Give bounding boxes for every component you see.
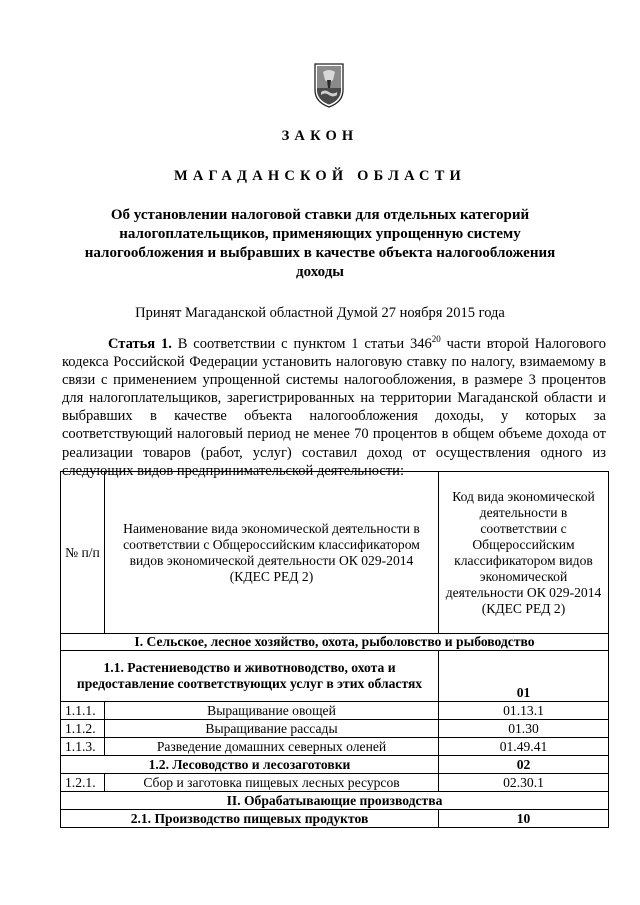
article-text-rest: части второй Налогового кодекса Российской Федерации установить налоговую ставку по налогу, взимаемому в связи с применением упрощенной системы налогообложения, в размере 3 процентов для налогоплательщиков, зарегистрированных на территории Магаданской области и выбравших в качестве объекта налогообложения доходы, у которых за соответствующий налоговый период не менее 70 процентов в общем объеме дохода от реализации товаров (работ, услуг) составил доход от осуществления одного из следующих видов предпринимательской деятельности: [62,336,607,479]
row-num: 1.1.1. [61,702,105,720]
row-code: 02.30.1 [439,774,609,792]
header-name: Наименование вида экономической деятельности в соответствии с Общероссийским классификатором видов экономической деятельности ОК 029-2014 (КДЕС РЕД 2) [105,472,439,634]
table-row [61,774,609,792]
section-1-title: I. Сельское, лесное хозяйство, охота, рыболовство и рыбоводство [61,634,609,651]
adoption-line: Принят Магаданской областной Думой 27 ноября 2015 года [135,305,505,321]
group-1-1-name: 1.1. Растениеводство и животноводство, охота и предоставление соответствующих услуг в этих областях [61,651,439,702]
table-row [61,738,609,756]
coat-of-arms-icon [313,60,345,108]
group-row [61,810,609,828]
article-1 [62,335,606,480]
row-name: Разведение домашних северных оленей [105,738,439,756]
section-row [61,634,609,651]
activity-codes-table [60,471,609,828]
row-num: 1.1.3. [61,738,105,756]
section-row [61,792,609,810]
header-num: № п/п [61,472,105,634]
article-label: Статья 1. [108,336,172,352]
group-row [61,651,609,702]
group-1-2-name: 1.2. Лесоводство и лесозаготовки [61,756,439,774]
region-title: МАГАДАНСКОЙ ОБЛАСТИ [173,168,467,184]
table-header-row [61,472,609,634]
row-num: 1.2.1. [61,774,105,792]
table-row [61,702,609,720]
article-text-start: В соответствии с пунктом 1 статьи 346 [177,336,432,352]
row-code: 01.49.41 [439,738,609,756]
group-row [61,756,609,774]
group-2-1-name: 2.1. Производство пищевых продуктов [61,810,439,828]
section-2-title: II. Обрабатывающие производства [61,792,609,810]
row-num: 1.1.2. [61,720,105,738]
group-1-1-code: 01 [439,651,609,702]
group-1-2-code: 02 [439,756,609,774]
table-row [61,720,609,738]
row-code: 01.13.1 [439,702,609,720]
header-code: Код вида экономической деятельности в соответствии с Общероссийским классификатором видов экономической деятельности ОК 029-2014 (КДЕС РЕД 2) [439,472,609,634]
row-code: 01.30 [439,720,609,738]
law-title: ЗАКОН [281,128,359,144]
row-name: Выращивание овощей [105,702,439,720]
row-name: Сбор и заготовка пищевых лесных ресурсов [105,774,439,792]
law-subject: Об установлении налоговой ставки для отдельных категорий налогоплательщиков, применяющих упрощенную систему налогообложения и выбравших в качестве объекта налогообложения доходы [84,207,556,280]
row-name: Выращивание рассады [105,720,439,738]
group-2-1-code: 10 [439,810,609,828]
article-superscript: 20 [431,334,441,344]
